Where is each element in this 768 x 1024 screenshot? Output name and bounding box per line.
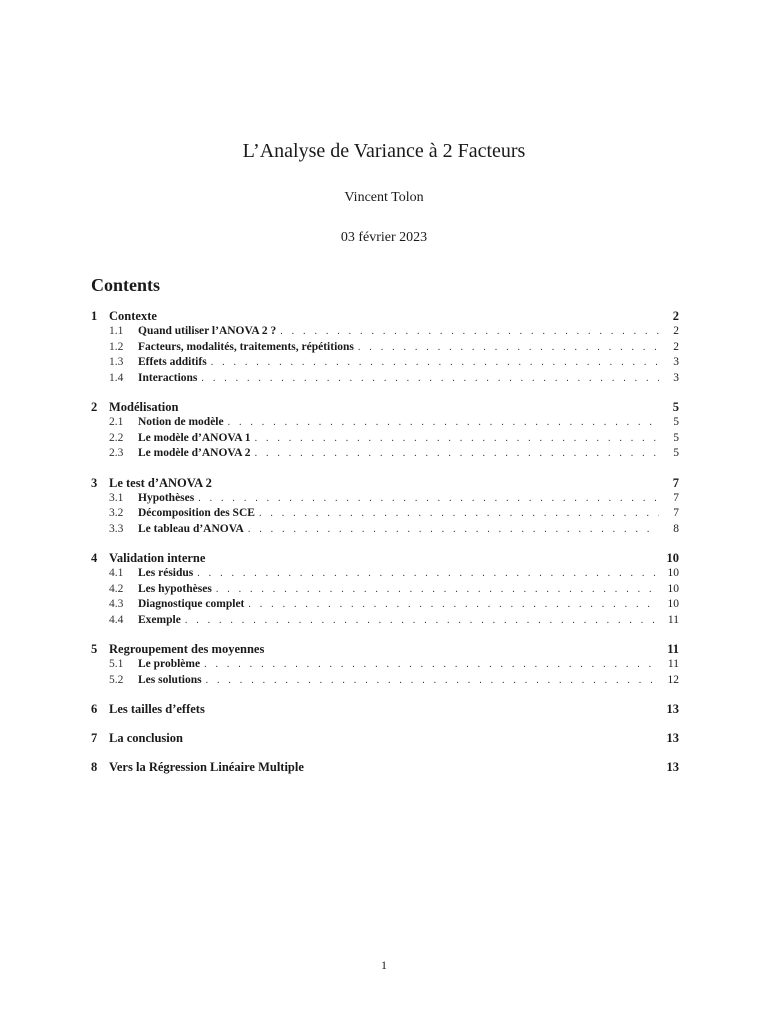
document-title: L’Analyse de Variance à 2 Facteurs [242, 140, 526, 162]
toc-subsection-number: 3.1 [109, 491, 124, 504]
toc-section-title: Le test d’ANOVA 2 [109, 475, 212, 490]
toc-page-number: 5 [672, 400, 679, 414]
toc-leader-dots [211, 357, 659, 368]
toc-subsection-title: Hypothèses [138, 491, 195, 504]
toc-subsection-number: 4.3 [109, 598, 124, 610]
toc-section-title: Vers la Régression Linéaire Multiple [109, 760, 304, 774]
toc-subsection-number: 5.2 [109, 673, 124, 686]
toc-subsection-title: Notion de modèle [138, 416, 224, 428]
toc-page-number: 8 [673, 522, 679, 535]
toc-page-number: 3 [673, 371, 679, 384]
toc-leader-dots [255, 448, 659, 459]
toc-page-number: 5 [673, 447, 679, 459]
toc-leader-dots [198, 493, 659, 504]
toc-subentry[interactable] [91, 325, 679, 341]
toc-subsection-title: Décomposition des SCE [138, 507, 255, 519]
toc-page-number: 11 [667, 642, 679, 656]
toc-leader-dots [259, 508, 659, 519]
toc-subsection-title: Facteurs, modalités, traitements, répétitions [138, 340, 354, 353]
toc-subsection-title: Les solutions [138, 673, 202, 686]
toc-subsection-number: 1.2 [109, 340, 124, 353]
toc-section [91, 309, 679, 387]
toc-subsection-title: Exemple [138, 613, 181, 626]
toc-subentry[interactable] [91, 674, 679, 690]
toc-subentry[interactable] [91, 658, 679, 674]
toc-section [91, 400, 679, 463]
toc-page-number: 11 [667, 613, 679, 626]
toc-page-number: 10 [666, 551, 679, 565]
toc-subsection-number: 4.4 [109, 613, 124, 626]
toc-subsection-number: 2.2 [109, 431, 124, 444]
toc-subsection-number: 1.1 [109, 325, 124, 337]
toc-subentry[interactable] [91, 598, 679, 614]
toc-section-number: 8 [91, 760, 98, 774]
contents-heading: Contents [91, 275, 161, 295]
toc-subsection-number: 2.1 [109, 416, 124, 428]
toc-subsection-number: 1.4 [109, 371, 124, 384]
toc-leader-dots [248, 599, 659, 610]
toc-entry[interactable] [91, 702, 679, 718]
table-of-contents [91, 309, 679, 789]
toc-subsection-number: 1.3 [109, 356, 124, 368]
toc-subentry[interactable] [91, 614, 679, 630]
toc-subsection-number: 5.1 [109, 658, 124, 670]
toc-subentry[interactable] [91, 341, 679, 357]
toc-subentry[interactable] [91, 523, 679, 539]
toc-entry[interactable] [91, 760, 679, 776]
toc-section-number: 1 [91, 309, 98, 323]
toc-section-title: Modélisation [109, 400, 179, 414]
toc-section-title: Regroupement des moyennes [109, 642, 265, 656]
document-author: Vincent Tolon [344, 190, 424, 205]
toc-subsection-number: 3.3 [109, 522, 124, 535]
toc-leader-dots [206, 675, 659, 686]
toc-entry[interactable] [91, 476, 679, 492]
toc-leader-dots [204, 659, 659, 670]
toc-section-number: 7 [91, 731, 98, 745]
toc-entry[interactable] [91, 551, 679, 567]
toc-subentry[interactable] [91, 492, 679, 508]
toc-entry[interactable] [91, 400, 679, 416]
toc-entry[interactable] [91, 731, 679, 747]
toc-page-number: 3 [673, 356, 679, 368]
toc-leader-dots [201, 373, 659, 384]
toc-page-number: 2 [673, 325, 679, 337]
toc-section-number: 3 [91, 475, 98, 490]
toc-leader-dots [216, 584, 659, 595]
toc-page-number: 7 [672, 475, 679, 490]
toc-subsection-title: Diagnostique complet [138, 598, 245, 610]
toc-subsection-title: Le modèle d’ANOVA 2 [138, 447, 251, 459]
toc-entry[interactable] [91, 309, 679, 325]
toc-section-number: 2 [91, 400, 98, 414]
toc-leader-dots [197, 568, 659, 579]
toc-subsection-number: 2.3 [109, 447, 124, 459]
toc-subsection-number: 4.2 [109, 582, 124, 595]
toc-leader-dots [185, 615, 659, 626]
toc-section-number: 5 [91, 642, 98, 656]
toc-leader-dots [358, 342, 659, 353]
toc-section-title: Validation interne [109, 551, 206, 565]
toc-subsection-title: Interactions [138, 371, 198, 384]
toc-section-title: Contexte [109, 309, 157, 323]
toc-leader-dots [280, 326, 659, 337]
toc-page-number: 13 [666, 731, 679, 745]
toc-subentry[interactable] [91, 583, 679, 599]
toc-subsection-title: Effets additifs [138, 356, 207, 368]
toc-page-number: 11 [667, 658, 679, 670]
toc-subentry[interactable] [91, 447, 679, 463]
toc-subsection-title: Le tableau d’ANOVA [138, 522, 244, 535]
page-number: 1 [381, 958, 387, 972]
toc-page-number: 2 [673, 340, 679, 353]
toc-page-number: 13 [666, 702, 679, 716]
toc-section [91, 702, 679, 718]
toc-page-number: 7 [673, 491, 679, 504]
toc-section-title: Les tailles d’effets [109, 702, 205, 716]
toc-leader-dots [228, 417, 659, 428]
toc-section-number: 6 [91, 702, 98, 716]
toc-page-number: 13 [666, 760, 679, 774]
toc-page-number: 7 [673, 507, 679, 519]
toc-subsection-title: Les hypothèses [138, 582, 212, 595]
toc-subentry[interactable] [91, 372, 679, 388]
toc-subsection-number: 3.2 [109, 507, 124, 519]
toc-subsection-title: Le modèle d’ANOVA 1 [138, 431, 251, 444]
toc-page-number: 2 [672, 309, 679, 323]
toc-subentry[interactable] [91, 432, 679, 448]
toc-page-number: 5 [673, 416, 679, 428]
toc-subentry[interactable] [91, 416, 679, 432]
toc-subsection-title: Le problème [138, 658, 201, 670]
toc-section [91, 476, 679, 539]
toc-section [91, 642, 679, 689]
toc-section [91, 551, 679, 629]
toc-section [91, 731, 679, 747]
toc-subsection-title: Quand utiliser l’ANOVA 2 ? [138, 325, 277, 337]
toc-subsection-title: Les résidus [138, 567, 194, 579]
toc-entry[interactable] [91, 642, 679, 658]
toc-subsection-number: 4.1 [109, 567, 124, 579]
toc-page-number: 5 [673, 431, 679, 444]
toc-subentry[interactable] [91, 356, 679, 372]
toc-page-number: 10 [667, 567, 679, 579]
toc-subentry[interactable] [91, 567, 679, 583]
toc-page-number: 10 [667, 582, 679, 595]
toc-section-number: 4 [91, 551, 98, 565]
toc-subentry[interactable] [91, 507, 679, 523]
toc-leader-dots [248, 524, 659, 535]
document-date: 03 février 2023 [340, 230, 428, 245]
toc-leader-dots [255, 433, 659, 444]
toc-page-number: 12 [667, 673, 679, 686]
toc-page-number: 10 [667, 598, 679, 610]
toc-section-title: La conclusion [109, 731, 183, 745]
toc-section [91, 760, 679, 776]
